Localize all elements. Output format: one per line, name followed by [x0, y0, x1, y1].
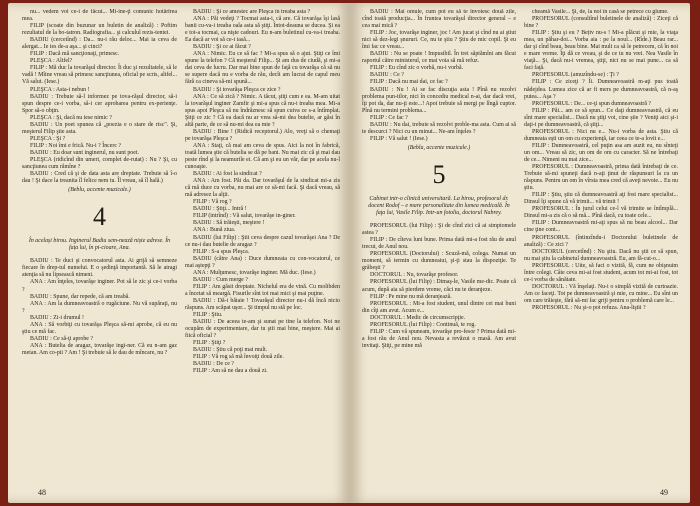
dialogue-line: FILIP : Cum vă spuneam, tovarăşe pro-fesor ? Prima dată mi-a fost rău de Anul nou. Nevasta a revăzut o masă. Am avut invitaţi. Ştiţi, pe mine mă: [362, 328, 516, 349]
dialogue-line: FILIP : Ce fac ?: [370, 114, 408, 121]
dialogue-line: BADIU : Să trăieşti, meştere !: [193, 220, 265, 227]
dialogue-line: PROFESORUL : Mi-a fost student, unul dintre cei mai buni din cîţi am avut. Acum e...: [362, 300, 516, 314]
dialogue-line: PROFESORUL : Nici nu e... Nu-i vorba de asta. Ştiu că dumneata eşti un om cu experienţă, iar ceea ce te-a lovit e...: [524, 128, 678, 142]
dialogue-line: BADIU : Te duci şi convocatorul asta. Ai grijă să semneze fiecare în drep-tul numelui. E o şedinţă importantă. Să le atragi atenţia să nu lipsească nimeni.: [22, 258, 177, 279]
dialogue-line: FILIP : Ştiţi ?: [193, 340, 226, 347]
dialogue-line: BADIU : Eu doar sunt inginerul, nu sunt poet.: [30, 149, 139, 156]
dialogue-line: FILIP : Mă duc la tovarăşul director. Îi duc şi rezultatele, să le vadă ! Mîine vreau să primesc sancţiunea, oficial pe scris, altfel... Vă salut. (Iese.): [22, 65, 177, 86]
chapter-number: 5: [432, 159, 446, 189]
dialogue-line: FILIP : Pe mine nu mă deranjează.: [370, 293, 452, 300]
dialogue-line: FILIP : Noi îmi e frică. Nu-i ? Încerc ?: [30, 142, 122, 149]
dialogue-line: FILIP : Eu cînd zic o vorbă, nu-i vorbă.: [370, 65, 464, 72]
dialogue-line: cheamă Vasile... Şi, de, la noi în casă se petrece cu glume.: [532, 9, 669, 15]
dialogue-line: PROFESORUL (consultînd buletinele de analiză) : Ziceţi că bine ?: [524, 16, 678, 30]
dialogue-line: BADIU (cercetînd) : Da... nu-i rău deloc... Mai ia ceva de alergat... Ie ies de-a aşa... şi cinci?: [22, 37, 177, 51]
dialogue-line: BADIU : Dă-i bătaie ! Tovarăşul director nu-i dă încă nicio răspuns. Am scăpat uşor... Şi timpul nu stă pe loc.: [185, 297, 340, 311]
dialogue-line: FILIP : Vă salut ! (Iese.): [370, 135, 428, 142]
dialogue-line: BADIU : Trebuie să-l informez pe tova-răşul director, să-i spun despre ce-i vorba, să-i cer aprobarea pentru ex-perienţe. Spor să-o obţin.: [22, 93, 177, 114]
dialogue-line: ANA : Mulţumesc, tovarăşe inginer. Mă duc. (Iese.): [193, 269, 316, 276]
dialogue-line: BADIU : Şi ce ai făcut ?: [193, 44, 251, 51]
dialogue-line: BADIU : Spune, dar repede, că am treabă.: [30, 293, 130, 300]
dialogue-line: PROFESORUL (lui Filip) : Continuă, te rog.: [370, 321, 476, 328]
dialogue-line: FILIP : Ştiu, ştiu că dumneavoastră aţi fost mare specialist... Dinsul îţi spune că vă trimit... vă trimit !: [524, 192, 678, 206]
dialogue-line: ANA : Staţi, că mai am ceva de spus. Aici la noi în fabrică, toată lumea ştie că butelia se dă pe bani. Nu mai zic că şi mai dau peste rînd şi la neamurile ei. Că am şi eu un văr, dar pe acela nu-l cunoaşte.: [185, 142, 340, 171]
dialogue-line: FILIP : Dacă nu mai dai, ce fac ?: [370, 79, 448, 86]
dialogue-line: PROFESORUL (lui Filip) : Dimaş-le, Vasile me-dic. Poate că acum, după aia să pierdem vreme, căci nu te deranjeze.: [362, 279, 516, 293]
dialogue-line: FILIP : Ştiu şi eu ? Bețiv nu-s ! Mi-a plăcut şi mie, la viaţa mea, un păhar-doi... Vorba aia : pe la noul... (Rîde.) Beau rar... dar şi cînd beau, beau bine. Mai mult ca să le petrecem, că în noi e mare vreme. Îţi dă ce vreau, şi de ce tu nu vrei. Nea Vasile în viaţă... Şi, dacă nu-i vremea, ştiţi, nici nu se mai pune... ca să faci faţă.: [524, 30, 678, 72]
dialogue-line: BADIU : Ştiu că poţi mai mult.: [193, 347, 268, 354]
dialogue-line: BADIU : Nu ! Ai se fac discuţia asta ! Pînă nu rezolvi problema pun-tilor, nici în concediu medical n-ai, dar dacă vrei, îţi pot da, dar nu-ţi este...! Apoi trebuie să mergi pe lîngă cuptor. Pînă nu termini problema...: [362, 86, 516, 114]
dialogue-line: PROFESORUL (lui Filip) : Şi de cînd zici că ai simptomele astea ?: [362, 223, 516, 237]
dialogue-line: BADIU : Mai omule, cum pot eu să te învoiesc două zile, cînd toată producţia... În fruntea tovarăşul director general – e cea mai mică ?: [362, 9, 516, 30]
dialogue-line: FILIP : Joc, tovarăşe inginer, joc ! Am jucat şi cînd nu ai ştiut nici să dez-legi şnururi. Ce, nu te ştiu ? Ştiu de mic copil. Şi eu îmi fac ce vreau...: [362, 30, 516, 51]
dialogue-line: ANA : Am fost. Păi da. Dar tovarăşul de la sindicat mi-a zis că mă duce cu vorba, nu mai are ce să-mi facă. Şi dacă vreau, să mă adresez la alţii.: [185, 178, 340, 199]
dialogue-line: FILIP : Am să ne dau a două zi.: [193, 368, 268, 375]
dialogue-line: PROFESORUL : Dumneavoastră, prima dată întrebaţi de ce. Trebuie să-mi spuneţi dacă n-aţi ţinut de răspunsuri la cu un răspuns. Pentru un om în vîrsta mea cred că aveţi nevoie... Eu nu ştiu.: [524, 164, 678, 192]
dialogue-line: PLEŞCA : Şi ?: [30, 135, 66, 142]
dialogue-line: BADIU : Un poet spunea că „poezia e o stare de risc". Şi, meşterul Filip ştie asta.: [22, 121, 177, 135]
dialogue-line: BADIU : Nu se poate ! Impusibil. În trei săptămîni am făcut raportul către ministerul, ce mai voia să mă refuz.: [362, 51, 516, 65]
dialogue-line: ANA : Ce să zică ? Nimic. A tăcut, ştiţi cum e ea. M-am uitat la tovarăşul inginer Zamfir şi mi-a spus că nu-i treaba mea. Mi-a spus apoi Pleşca să nu îndrăznesc să spun cuiva ce s-a întîmplat. Ştiţi ce zic ? Că ea dacă nu ar vrea să-mi dea butelie, ar găsi în altă parte, de ce să nu-mi dea ea mie ?: [185, 93, 340, 128]
scene-heading: Cabinet intr-o clinică universitară. La birou, profesorul dr. docent Rodof – e mare personalitate din lumea medicală. În faţa lui, Vasile Filip. Intr-un fotoliu, doctorul Nabrey.: [368, 195, 510, 217]
dialogue-line: nu... vedem voi ce-i de făcut... Mi-ine-ţi comunic hotărîrea mea.: [22, 9, 177, 23]
dialogue-line: BADIU (lui Filip) : Ştii ceva despre cazul tovarăşei Ana ? De ce nu-i dau butelie de aragaz ?: [185, 234, 340, 248]
dialogue-line: PROFESORUL : Nu şi-o pot refuza. Ana-liştii ?: [532, 304, 646, 311]
dialogue-line: FILIP : Păi... am ce să spun... Ce daţi dumneavoastră, că eu sînt mare specialist... Dacă nu ştiţi voi, cine ştie ? Veniţi aici şi-i daţi-i pe dumneavoastră, că ştiţi...: [524, 107, 678, 128]
dialogue-line: ANA : Butelia de aragaz, tovarăşe ingi-ner. Că eu n-am gaz metan. Am co-pii ? Am ! Şi trebuie să le dau de mîncare, nu ?: [22, 342, 177, 356]
dialogue-line: PLEŞCA : Altfel?: [30, 58, 73, 65]
dialogue-line: FILIP : S-a spus Pleşca.: [193, 248, 250, 255]
dialogue-line: BADIU : Şi ce amestec are Pleşca în treaba asta ?: [193, 9, 311, 15]
dialogue-line: BADIU : Cred că şi de data asta are dreptate. Trebuie să î-o dau ! Şi dace la treanita îl felice nem tu. Îl vreau, să îl hală.): [22, 171, 177, 185]
dialogue-line: FILIP : Am găsit dreptate. Nichelul era de vină. Cu molibden a încetat să meargă. Fisurile sînt tot mai mici şi mai puţine.: [185, 283, 340, 297]
dialogue-line: PLEŞCA : Asta-i nebun !: [30, 86, 90, 93]
right-page-column-2: [524, 9, 678, 483]
dialogue-line: BADIU : De ce ?: [193, 361, 234, 368]
dialogue-line: BADIU : Zi-i drumul !: [30, 314, 84, 321]
dialogue-line: PROFESORUL : În jurul celui ce-l vă trimite se întîmplă... Dinsul mi-a zis că o să mă... Pînă dacă, cu toate cele...: [524, 206, 678, 220]
page-number-left: 48: [38, 488, 46, 497]
dialogue-line: PROFESORUL (amuzîndu-se) : Ţi ?: [532, 72, 619, 79]
dialogue-line: FILIP : Vă rog să mă învoiţi două zile.: [193, 354, 284, 361]
dialogue-line: FILIP : Dacă mă sancţionaţi, primesc.: [30, 51, 120, 58]
dialogue-line: BADIU : Şi tovarăşa Pleşca ce zice ?: [193, 86, 281, 93]
dialogue-line: ANA : Păi vedeţi ? Tocmai asta-i, că are. Că tovarăşa îşi lasă banii cu-va-i treaba oala asta să ştiţi. Întot-deauna se ducea. Şi ea e tot-a tocmai, ca nişte cadouri. Eu n-am buletinul cu-va-i treaba. Ea dacă ar voi să ce-i iasă...: [185, 16, 340, 44]
chapter-number: 4: [93, 202, 106, 232]
dialogue-line: BADIU : De aceea te-am şi sunat pe tine la telefon. Noi ne ocupăm de experimentare, dar tu ştii mai bine, meştere. Mai ai fiică oficial ?: [185, 319, 340, 340]
dialogue-line: ANA : Bună ziua.: [193, 227, 236, 234]
dialogue-line: FILIP (intrînd) : Vă salut, tovarăşe in-giner.: [193, 213, 296, 220]
dialogue-line: ANA : Să vorbiţi cu tovarăşa Pleşca să-mi aprobe, că eu nu ştiu ce mă fac.: [22, 321, 177, 335]
scene-heading: În același birou. Inginerul Badiu sem-nează niște adrese. În fața lui, în pi-cioare, Ana.: [28, 238, 171, 252]
dialogue-line: PROFESORUL : Uite, să faci o vizită, fă, cum ne obişnuim între colegi. Câte ceva mi-ai fost student, acum tot mi-ai fost, tot ce-i vorba de sănătate.: [524, 262, 678, 283]
left-page-column-2: [185, 9, 340, 483]
dialogue-line: BADIU : Nu dai, trebuie să rezolvi proble-ma asta. Cum ai să te descurci ? Nici cu un minut... Ne-am înţeles ?: [362, 121, 516, 135]
stage-direction: (Beblu, accente muzicale.): [407, 144, 471, 151]
dialogue-line: PLEŞCA (ridicînd din umeri, complet de-rutat) : Nu ? Şi, cu sancţiunea cum rămîne ?: [22, 156, 177, 171]
dialogue-line: PROFESORUL (întinzîndu-i Doctorului buletinele de analiză) : Ce zici ?: [524, 234, 678, 248]
dialogue-line: ANA : Am înţeles, tovarăşe inginer. Pot să le zic şi ce-i vorba ?: [22, 279, 177, 293]
dialogue-line: PROFESORUL (Doctorului) : Scuză-mă, colega. Numai un moment, să termin cu dumneaiui, şi-ţi stau la dispoziţie. Te grăbeşti ?: [362, 251, 516, 272]
stage-direction: (Beblu, accente muzicale.): [68, 187, 131, 194]
dialogue-line: FILIP : Ce ziceţi ? Îi. Dumneavoastră m-aţi pus toată nădejdea. Lumea zice că ar fi mers pe dumneavoastră, că n-aş putea... Aşa ?: [524, 79, 678, 100]
dialogue-line: PLEŞCA : Şi, dacă nu iese nimic ?: [30, 114, 112, 121]
dialogue-line: BADIU : Bine ! (Ridică receptorul.) Alo, vreţi să o chemaţi pe tovarăşa Pleşca ?: [185, 128, 340, 142]
dialogue-line: DOCTORUL : Medic de circumscripţie.: [370, 314, 466, 321]
dialogue-line: BADIU : Ştiţi... Intră !: [193, 206, 247, 213]
right-page: [350, 3, 690, 503]
dialogue-line: FILIP : Dumneavoastră mi-aţi spus să nu beau alcool... Dar cine ţine cont...: [524, 220, 678, 234]
dialogue-line: FILIP : Vă rog ?: [193, 199, 232, 206]
left-page: [8, 3, 350, 503]
dialogue-line: ANA : Nimic. Eu ce să fac ? Mi-a spus să o ajut. Ştiţi ce îmi spune la telefon ? Că meşterul Filip... Şi am dus de ciudă, şi mi-a dat ceva de lucru. Dar mai bine spun de faţă cu tovarăşa că să nu se supere dacă nu e vorba de rău, decît am lucrat de capul meu fără ca cineva să-mi spună...: [185, 51, 340, 86]
dialogue-line: FILIP : Ştiu.: [193, 312, 223, 319]
dialogue-line: DOCTORUL : Nu, tovarăşe profesor.: [370, 272, 459, 279]
dialogue-line: DOCTORUL : Vă înşelaţi. Nu-i o simplă vizită de curtoazie. Am ce faceţi. Tot pe dumneavoastră şi mie, cu mine... Eu sînt un om care trăieşte, fără să-mi fac griji pentru o problemă care le...: [524, 283, 678, 304]
left-page-column-1: [22, 9, 177, 483]
dialogue-line: BADIU : Ce să-ţi aprobe ?: [30, 335, 93, 342]
dialogue-line: FILIP : Dumneavoastră, cel puţin asa am auzit eu, nu sînteţi un om... Vreau să zic, un om de om cu caracter. Să ne întrebaţi de ce... Nimeni nu mai zice...: [524, 142, 678, 163]
dialogue-line: BADIU : Ai fost la sindicat ?: [193, 171, 262, 178]
dialogue-line: FILIP (scoate din buzunar un buletin de analiză) : Poftim rezultatul de la bo-tatron. Radiografia... şi calculul rezis-tentei.: [22, 23, 177, 37]
dialogue-line: BADIU (către Ana) : Duce dumneata cu con-vocatorul, ce mai aştepţi ?: [185, 255, 340, 269]
dialogue-line: DOCTORUL (cercetînd) : Nu ştiu. Dacă nu ştii ce să spun, nu mai ştiu la cabinetul dumneavoastră. Eu, am fă-cut-o...: [524, 248, 678, 262]
dialogue-line: PROFESORUL : De... ce-ţi spun dumneavoastră ?: [532, 100, 652, 107]
dialogue-line: BADIU : Cum merge ?: [193, 276, 248, 283]
page-number-right: 49: [660, 488, 668, 497]
dialogue-line: ANA : Am la dumneavoastră o rugăciune. Nu vă supăraţi, nu ?: [22, 300, 177, 314]
right-page-column-1: [362, 9, 516, 483]
dialogue-line: BADIU : Ce ?: [370, 72, 404, 79]
dialogue-line: FILIP : De cîteva luni bune. Prima dată mi-a fost rău de anul trecut, de Anul nou.: [362, 237, 516, 251]
